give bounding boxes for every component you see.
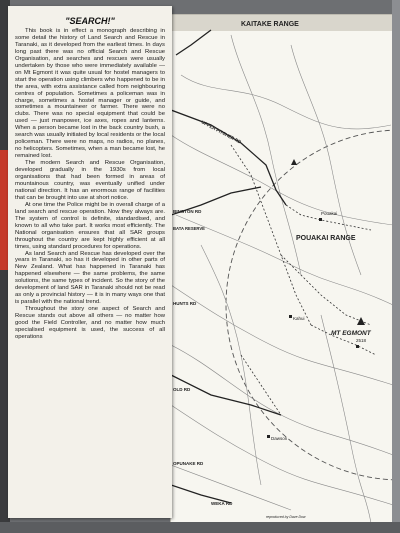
map-streams <box>171 35 393 523</box>
flap-paragraph: At one time the Police might be in overall charge of a land search and rescue operation. Now they always are. The system of control is definite, standardised, and known to all who take part. It works most efficiently. The National organisation ensures that all SAR groups throughout the country are kept highly efficient at all times, using standard procedures for operations. <box>15 201 165 250</box>
map-hut-markers <box>267 159 365 438</box>
label-pouakai-range: POUAKAI RANGE <box>296 235 356 242</box>
label-egmont-height: 2518 <box>356 338 367 343</box>
label-bington-road: BINGTON RD <box>173 209 202 214</box>
background-bottom <box>0 522 400 533</box>
label-kaitake-range: KAITAKE RANGE <box>241 21 299 28</box>
label-kahui: Kahui <box>293 316 305 321</box>
flap-body-text <box>15 28 165 513</box>
map-tracks <box>231 145 376 415</box>
label-weka-road: WEKA RD <box>211 501 233 506</box>
flap-title: "SEARCH!" <box>65 16 115 26</box>
label-pouakai-hut: Pouakai <box>321 211 338 216</box>
label-upper-road: UPPER PITCHER RD <box>200 119 242 145</box>
label-old-road: OLD RD <box>173 387 191 392</box>
map-endpaper <box>170 14 394 524</box>
flap-paragraph: Throughout the story one aspect of Search and Rescue stands out above all others — no matter how good the Field Controller, and no matter how much specialised equipment is used, the success of all operations <box>15 306 165 340</box>
label-hunts-road: HUNTS RD <box>173 301 197 306</box>
label-opunake-road: OPUNAKE RD <box>173 461 204 466</box>
label-mt-egmont: MT EGMONT <box>331 330 371 337</box>
label-dawson: Dawson <box>271 436 288 441</box>
map-credit: reproduced by Dave Dow <box>266 515 306 519</box>
flap-paragraph: The modern Search and Rescue Organisation, developed gradually in the 1930s from local organisations that had been formed in areas of mountainous country, was eventually unified under national direction. It has an enormous range of facilities that can be brought into use at short notice. <box>15 160 165 201</box>
book-cover-edge <box>392 0 400 533</box>
topographic-map <box>171 15 393 523</box>
dust-jacket-flap <box>8 6 172 518</box>
flap-paragraph: As land Search and Rescue has developed over the years in Taranaki, so has it developed in other parts of New Zealand. What has happened in Taranaki has happened elsewhere — the same problems, the same solutions, the same types of incident. So the story of the development of land SAR in Taranaki should not be read as only a provincial history — it is in many ways one that is parallel with the national trend. <box>15 250 165 306</box>
flap-paragraph: This book is in effect a monograph describing in some detail the history of Land Search and Rescue in Taranaki, as it developed from the earliest times. In days long past there was no official Search and Rescue Organisation, and searches and rescues were usually undertaken by those who were immediately available — on Mt Egmont it was quite usual for hostel managers to start the operation using climbers who happened to be in the area, with extra assistance called from neighbouring centres of population. Sometimes a policeman was in charge, sometimes a hostel manager or guide, and sometimes a mountaineer or farmer. There were no clubs. There was no special equipment that could be used — just manpower, ice axes, ropes and lanterns. When a person became lost in the back country bush, a search was usually initiated by local residents or the local policeman. There were no maps, no radios, no planes, no helicopters. Sometimes, when a man became lost, he remained lost. <box>15 28 165 160</box>
map-roads <box>171 30 286 503</box>
label-reserve: BATA RESERVE <box>173 226 205 231</box>
